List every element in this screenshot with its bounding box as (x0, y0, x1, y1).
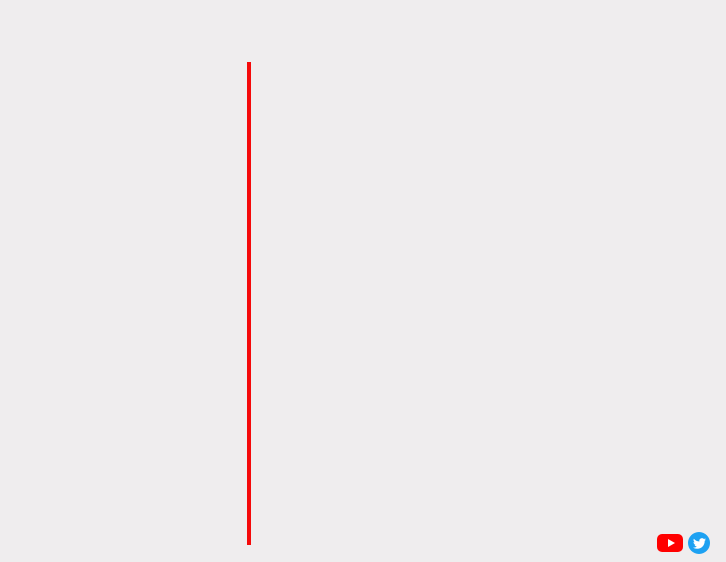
twitter-bird-icon (693, 537, 706, 550)
twitter-icon[interactable] (688, 532, 710, 554)
credit-footer (657, 532, 715, 554)
play-icon (668, 539, 675, 547)
youtube-icon[interactable] (657, 534, 683, 552)
column-divider (247, 62, 251, 545)
